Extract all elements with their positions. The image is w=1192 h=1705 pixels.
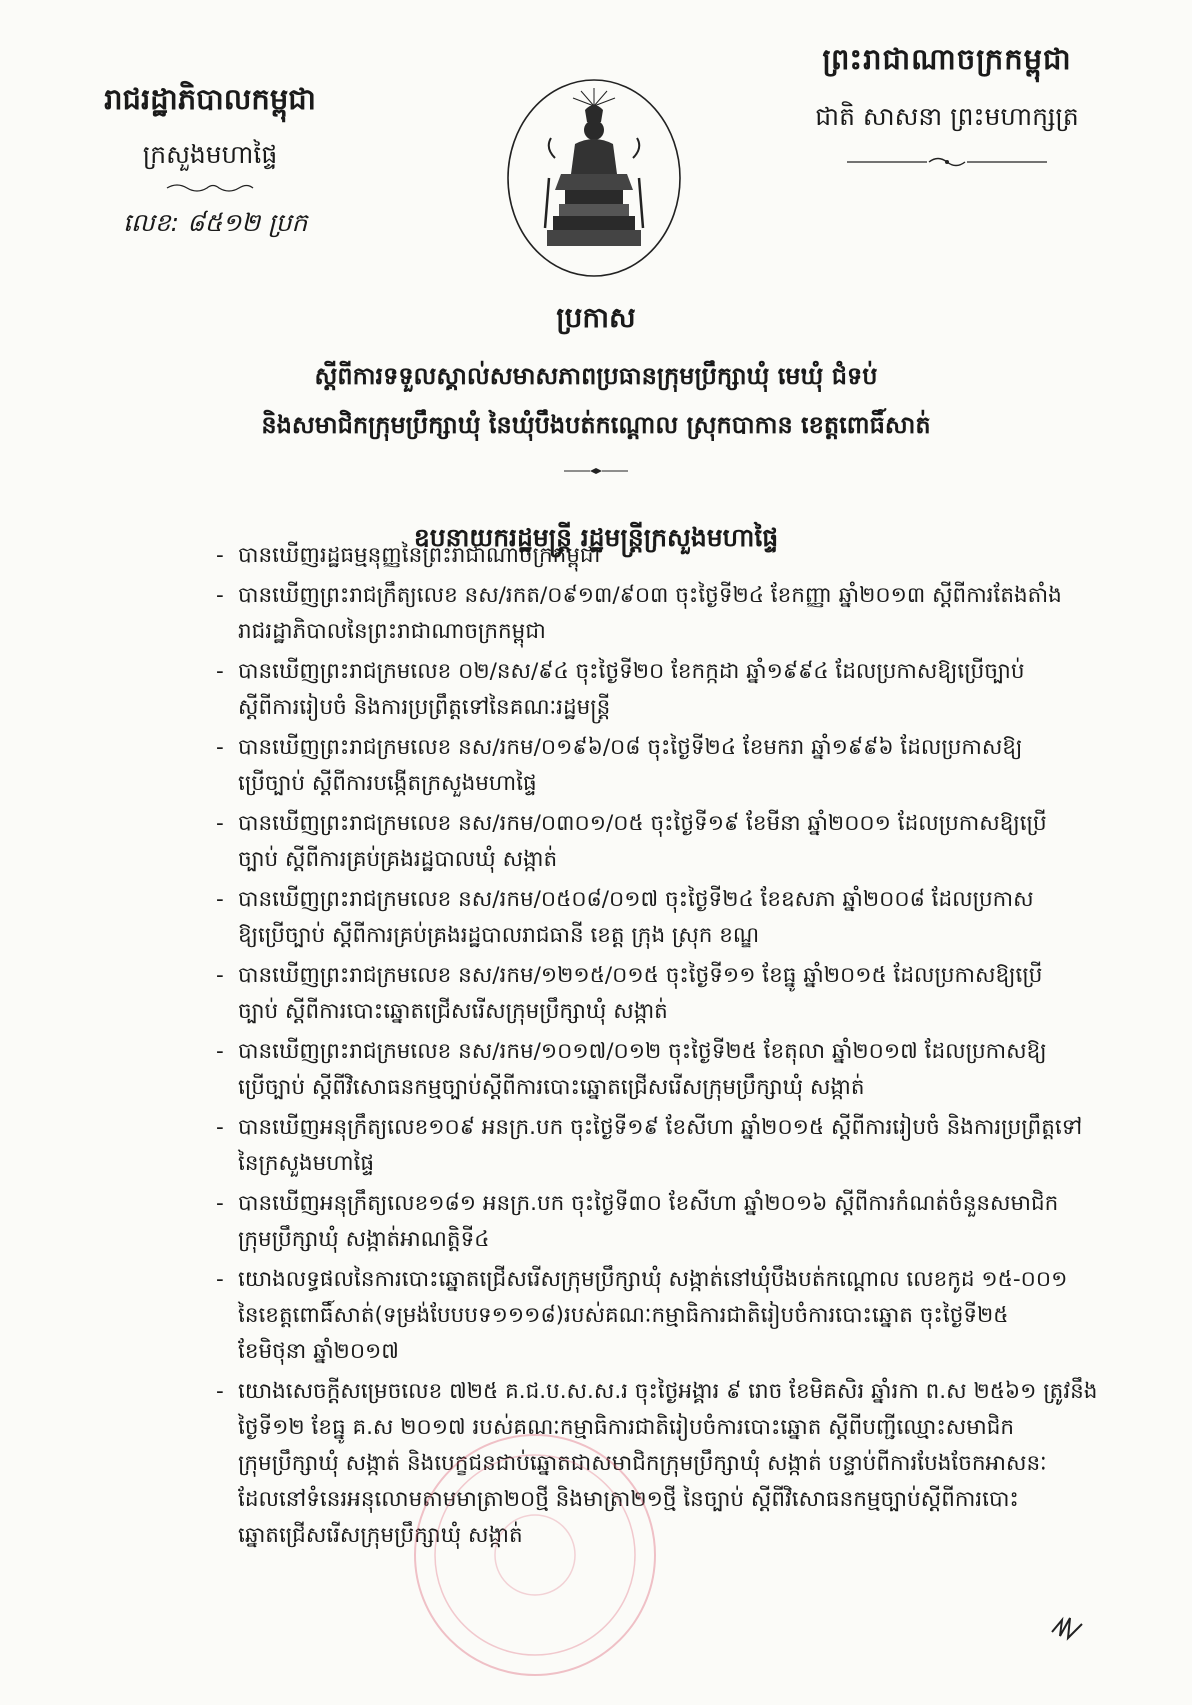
clause-text: បានឃើញព្រះរាជក្រមលេខ នស/រកម/១២១៥/០១៥ ចុះថ្ងៃទី១១ ខែធ្នូ ឆ្នាំ២០១៥ ដែលប្រកាសឱ្យប្រើ: [238, 963, 1043, 988]
clause-item: - យោងលទ្ធផលនៃការបោះឆ្នោតជ្រើសរើសក្រុមប្រឹក្សាឃុំ សង្កាត់នៅឃុំបឹងបត់កណ្តោល លេខកូដ ១៥-០០១ នៃខេត្តពោធិ៍សាត់(ទម្រង់បែបបទ១១១៨)របស់គណៈកម្មាធិការជាតិរៀបចំការបោះឆ្នោត ចុះថ្ងៃទី២៥ ខែមិថុនា ឆ្នាំ២០១៧: [228, 1262, 1108, 1370]
clause-text: ស្តីពីការរៀបចំ និងការប្រព្រឹត្តទៅនៃគណៈរដ្ឋមន្ត្រី: [238, 695, 611, 720]
ministry-name: ក្រសួងមហាផ្ទៃ: [142, 140, 278, 169]
clause-text: ក្រុមប្រឹក្សាឃុំ សង្កាត់ និងបេក្ខជនជាប់ឆ្នោតជាសមាជិកក្រុមប្រឹក្សាឃុំ សង្កាត់ បន្ទាប់ពីការបែងចែកអាសនៈ: [238, 1451, 1047, 1476]
subject-line-2: និងសមាជិកក្រុមប្រឹក្សាឃុំ នៃឃុំបឹងបត់កណ្តោល ស្រុកបាកាន ខេត្តពោធិ៍សាត់: [261, 411, 931, 439]
clause-text: ឆ្នោតជ្រើសរើសក្រុមប្រឹក្សាឃុំ សង្កាត់: [238, 1523, 523, 1548]
clause-text: បានឃើញព្រះរាជក្រមលេខ នស/រកម/០៣០១/០៥ ចុះថ្ងៃទី១៩ ខែមីនា ឆ្នាំ២០០១ ដែលប្រកាសឱ្យប្រើ: [238, 811, 1047, 836]
clause-text: ថ្ងៃទី១២ ខែធ្នូ គ.ស ២០១៧ របស់គណៈកម្មាធិការជាតិរៀបចំការបោះឆ្នោត ស្តីពីបញ្ជីឈ្មោះសមាជិក: [238, 1415, 1015, 1440]
clause-text: ច្បាប់ ស្តីពីការគ្រប់គ្រងរដ្ឋបាលឃុំ សង្កាត់: [238, 847, 558, 872]
clause-text: បានឃើញព្រះរាជក្រមលេខ នស/រកម/០៥០៨/០១៧ ចុះថ្ងៃទី២៤ ខែឧសភា ឆ្នាំ២០០៨ ដែលប្រកាស: [238, 887, 1034, 912]
document-title-block: [150, 300, 1042, 559]
clause-item: - បានឃើញអនុក្រឹត្យលេខ១៨១ អនក្រ.បក ចុះថ្ងៃទី៣០ ខែសីហា ឆ្នាំ២០១៦ ស្តីពីការកំណត់ចំនួនសមាជិក ក្រុមប្រឹក្សាឃុំ សង្កាត់អាណត្តិទី៤: [228, 1186, 1108, 1258]
clause-item: - បានឃើញរដ្ឋធម្មនុញ្ញនៃព្រះរាជាណាចក្រកម្ពុជា: [228, 538, 1108, 574]
clause-text: បានឃើញអនុក្រឹត្យលេខ១០៩ អនក្រ.បក ចុះថ្ងៃទី១៩ ខែសីហា ឆ្នាំ២០១៥ ស្តីពីការរៀបចំ និងការប្រព្រឹត្តទៅ: [238, 1115, 1083, 1140]
clause-text: យោងលទ្ធផលនៃការបោះឆ្នោតជ្រើសរើសក្រុមប្រឹក្សាឃុំ សង្កាត់នៅឃុំបឹងបត់កណ្តោល លេខកូដ ១៥-០០១: [238, 1267, 1068, 1292]
clause-item: - យោងសេចក្តីសម្រេចលេខ ៧២៥ គ.ជ.ប.ស.ស.រ ចុះថ្ងៃអង្គារ ៩ រោច ខែមិគសិរ ឆ្នាំរកា ព.ស ២៥៦១ ត្រូវនឹង ថ្ងៃទី១២ ខែធ្នូ គ.ស ២០១៧ របស់គណៈកម្មាធិការជាតិរៀបចំការបោះឆ្នោត ស្តីពីបញ្ជីឈ្មោះសមាជិក ក្រុមប្រឹក្សាឃុំ សង្កាត់ និងបេក្ខជនជាប់ឆ្នោតជាសមាជិកក្រុមប្រឹក្សាឃុំ សង្កាត់ បន្ទាប់ពីការបែងចែកអាសនៈ ដែលនៅទំនេរអនុលោមតាមមាត្រា២០ថ្មី និងមាត្រា២១ថ្មី នៃច្បាប់ ស្តីពីវិសោធនកម្មច្បាប់ស្តីពីការបោះ ឆ្នោតជ្រើសរើសក្រុមប្រឹក្សាឃុំ សង្កាត់: [228, 1374, 1108, 1554]
clause-item: - បានឃើញព្រះរាជក្រមលេខ នស/រកម/១២១៥/០១៥ ចុះថ្ងៃទី១១ ខែធ្នូ ឆ្នាំ២០១៥ ដែលប្រកាសឱ្យប្រើ ច្បាប់ ស្តីពីការបោះឆ្នោតជ្រើសរើសក្រុមប្រឹក្សាឃុំ សង្កាត់: [228, 958, 1108, 1030]
issuer-title: ឧបនាយករដ្ឋមន្ត្រី រដ្ឋមន្ត្រីក្រសួងមហាផ្ទៃ: [413, 523, 779, 552]
clause-text: បានឃើញព្រះរាជក្រមលេខ ០២/នស/៩៤ ចុះថ្ងៃទី២០ ខែកក្កដា ឆ្នាំ១៩៩៤ ដែលប្រកាសឱ្យប្រើច្បាប់: [238, 659, 1025, 684]
clause-text: ប្រើច្បាប់ ស្តីពីការបង្កើតក្រសួងមហាផ្ទៃ: [238, 771, 537, 796]
clause-item: - បានឃើញអនុក្រឹត្យលេខ១០៩ អនក្រ.បក ចុះថ្ងៃទី១៩ ខែសីហា ឆ្នាំ២០១៥ ស្តីពីការរៀបចំ និងការប្រព្រឹត្តទៅ នៃក្រសួងមហាផ្ទៃ: [228, 1110, 1108, 1182]
clause-text: រាជរដ្ឋាភិបាលនៃព្រះរាជាណាចក្រកម្ពុជា: [238, 619, 546, 644]
clause-item: - បានឃើញព្រះរាជក្រមលេខ នស/រកម/១០១៧/០១២ ចុះថ្ងៃទី២៥ ខែតុលា ឆ្នាំ២០១៧ ដែលប្រកាសឱ្យ ប្រើច្បាប់ ស្តីពីវិសោធនកម្មច្បាប់ស្តីពីការបោះឆ្នោតជ្រើសរើសក្រុមប្រឹក្សាឃុំ សង្កាត់: [228, 1034, 1108, 1106]
signature-mark-icon: [1048, 1612, 1088, 1642]
clause-text: នៃខេត្តពោធិ៍សាត់(ទម្រង់បែបបទ១១១៨)របស់គណៈកម្មាធិការជាតិរៀបចំការបោះឆ្នោត ចុះថ្ងៃទី២៥: [238, 1303, 1009, 1328]
clause-text: បានឃើញព្រះរាជក្រមលេខ នស/រកម/១០១៧/០១២ ចុះថ្ងៃទី២៥ ខែតុលា ឆ្នាំ២០១៧ ដែលប្រកាសឱ្យ: [238, 1039, 1047, 1064]
clause-text: ប្រើច្បាប់ ស្តីពីវិសោធនកម្មច្បាប់ស្តីពីការបោះឆ្នោតជ្រើសរើសក្រុមប្រឹក្សាឃុំ សង្កាត់: [238, 1075, 865, 1100]
ornament-divider-icon: [847, 156, 1047, 168]
official-seal-icon: [385, 1405, 685, 1705]
clause-text: បានឃើញរដ្ឋធម្មនុញ្ញនៃព្រះរាជាណាចក្រកម្ពុជា: [238, 543, 601, 568]
ornament-divider-icon: [564, 467, 628, 475]
clause-item: - បានឃើញព្រះរាជក្រមលេខ នស/រកម/០១៩៦/០៨ ចុះថ្ងៃទី២៤ ខែមករា ឆ្នាំ១៩៩៦ ដែលប្រកាសឱ្យ ប្រើច្បាប់ ស្តីពីការបង្កើតក្រសួងមហាផ្ទៃ: [228, 730, 1108, 802]
national-motto: ជាតិ សាសនា ព្រះមហាក្សត្រ: [815, 102, 1079, 131]
clause-text: ច្បាប់ ស្តីពីការបោះឆ្នោតជ្រើសរើសក្រុមប្រឹក្សាឃុំ សង្កាត់: [238, 999, 668, 1024]
clause-text: ដែលនៅទំនេរអនុលោមតាមមាត្រា២០ថ្មី និងមាត្រា២១ថ្មី នៃច្បាប់ ស្តីពីវិសោធនកម្មច្បាប់ស្តីពីការបោះ: [238, 1487, 1019, 1512]
document-number: លេខ: ៨៥១២ ប្រក: [123, 208, 308, 237]
kingdom-header: [797, 42, 1097, 172]
clause-text: បានឃើញអនុក្រឹត្យលេខ១៨១ អនក្រ.បក ចុះថ្ងៃទី៣០ ខែសីហា ឆ្នាំ២០១៦ ស្តីពីការកំណត់ចំនួនសមាជិក: [238, 1191, 1059, 1216]
clause-item: - បានឃើញព្រះរាជក្រឹត្យលេខ នស/រកត/០៩១៣/៩០៣ ចុះថ្ងៃទី២៤ ខែកញ្ញា ឆ្នាំ២០១៣ ស្តីពីការតែងតាំង រាជរដ្ឋាភិបាលនៃព្រះរាជាណាចក្រកម្ពុជា: [228, 578, 1108, 650]
document-type: ប្រកាស: [556, 301, 636, 334]
kingdom-title: ព្រះរាជាណាចក្រកម្ពុជា: [822, 42, 1072, 76]
clause-text: ក្រុមប្រឹក្សាឃុំ សង្កាត់អាណត្តិទី៤: [238, 1227, 490, 1252]
clause-text: បានឃើញព្រះរាជក្រឹត្យលេខ នស/រកត/០៩១៣/៩០៣ ចុះថ្ងៃទី២៤ ខែកញ្ញា ឆ្នាំ២០១៣ ស្តីពីការតែងតាំង: [238, 583, 1062, 608]
clause-text: យោងសេចក្តីសម្រេចលេខ ៧២៥ គ.ជ.ប.ស.ស.រ ចុះថ្ងៃអង្គារ ៩ រោច ខែមិគសិរ ឆ្នាំរកា ព.ស ២៥៦១ ត្រូវនឹង: [238, 1379, 1098, 1404]
clause-item: - បានឃើញព្រះរាជក្រមលេខ នស/រកម/០៣០១/០៥ ចុះថ្ងៃទី១៩ ខែមីនា ឆ្នាំ២០០១ ដែលប្រកាសឱ្យប្រើ ច្បាប់ ស្តីពីការគ្រប់គ្រងរដ្ឋបាលឃុំ សង្កាត់: [228, 806, 1108, 878]
ornament-divider-icon: [165, 182, 255, 194]
clause-text: នៃក្រសួងមហាផ្ទៃ: [238, 1151, 375, 1176]
clause-text: ឱ្យប្រើច្បាប់ ស្តីពីការគ្រប់គ្រងរដ្ឋបាលរាជធានី ខេត្ត ក្រុង ស្រុក ខណ្ឌ: [238, 923, 760, 948]
clause-item: - បានឃើញព្រះរាជក្រមលេខ នស/រកម/០៥០៨/០១៧ ចុះថ្ងៃទី២៤ ខែឧសភា ឆ្នាំ២០០៨ ដែលប្រកាស ឱ្យប្រើច្បាប់ ស្តីពីការគ្រប់គ្រងរដ្ឋបាលរាជធានី ខេត្ត ក្រុង ស្រុក ខណ្ឌ: [228, 882, 1108, 954]
clause-text: ខែមិថុនា ឆ្នាំ២០១៧: [238, 1339, 399, 1364]
subject-line-1: ស្តីពីការទទួលស្គាល់សមាសភាពប្រធានក្រុមប្រឹក្សាឃុំ មេឃុំ ជំទប់: [314, 362, 878, 390]
clause-text: បានឃើញព្រះរាជក្រមលេខ នស/រកម/០១៩៦/០៨ ចុះថ្ងៃទី២៤ ខែមករា ឆ្នាំ១៩៩៦ ដែលប្រកាសឱ្យ: [238, 735, 1023, 760]
ministry-header: [95, 82, 325, 244]
royal-emblem-icon: [505, 78, 683, 278]
clause-item: - បានឃើញព្រះរាជក្រមលេខ ០២/នស/៩៤ ចុះថ្ងៃទី២០ ខែកក្កដា ឆ្នាំ១៩៩៤ ដែលប្រកាសឱ្យប្រើច្បាប់ ស្តីពីការរៀបចំ និងការប្រព្រឹត្តទៅនៃគណៈរដ្ឋមន្ត្រី: [228, 654, 1108, 726]
government-name: រាជរដ្ឋាភិបាលកម្ពុជា: [104, 82, 316, 116]
